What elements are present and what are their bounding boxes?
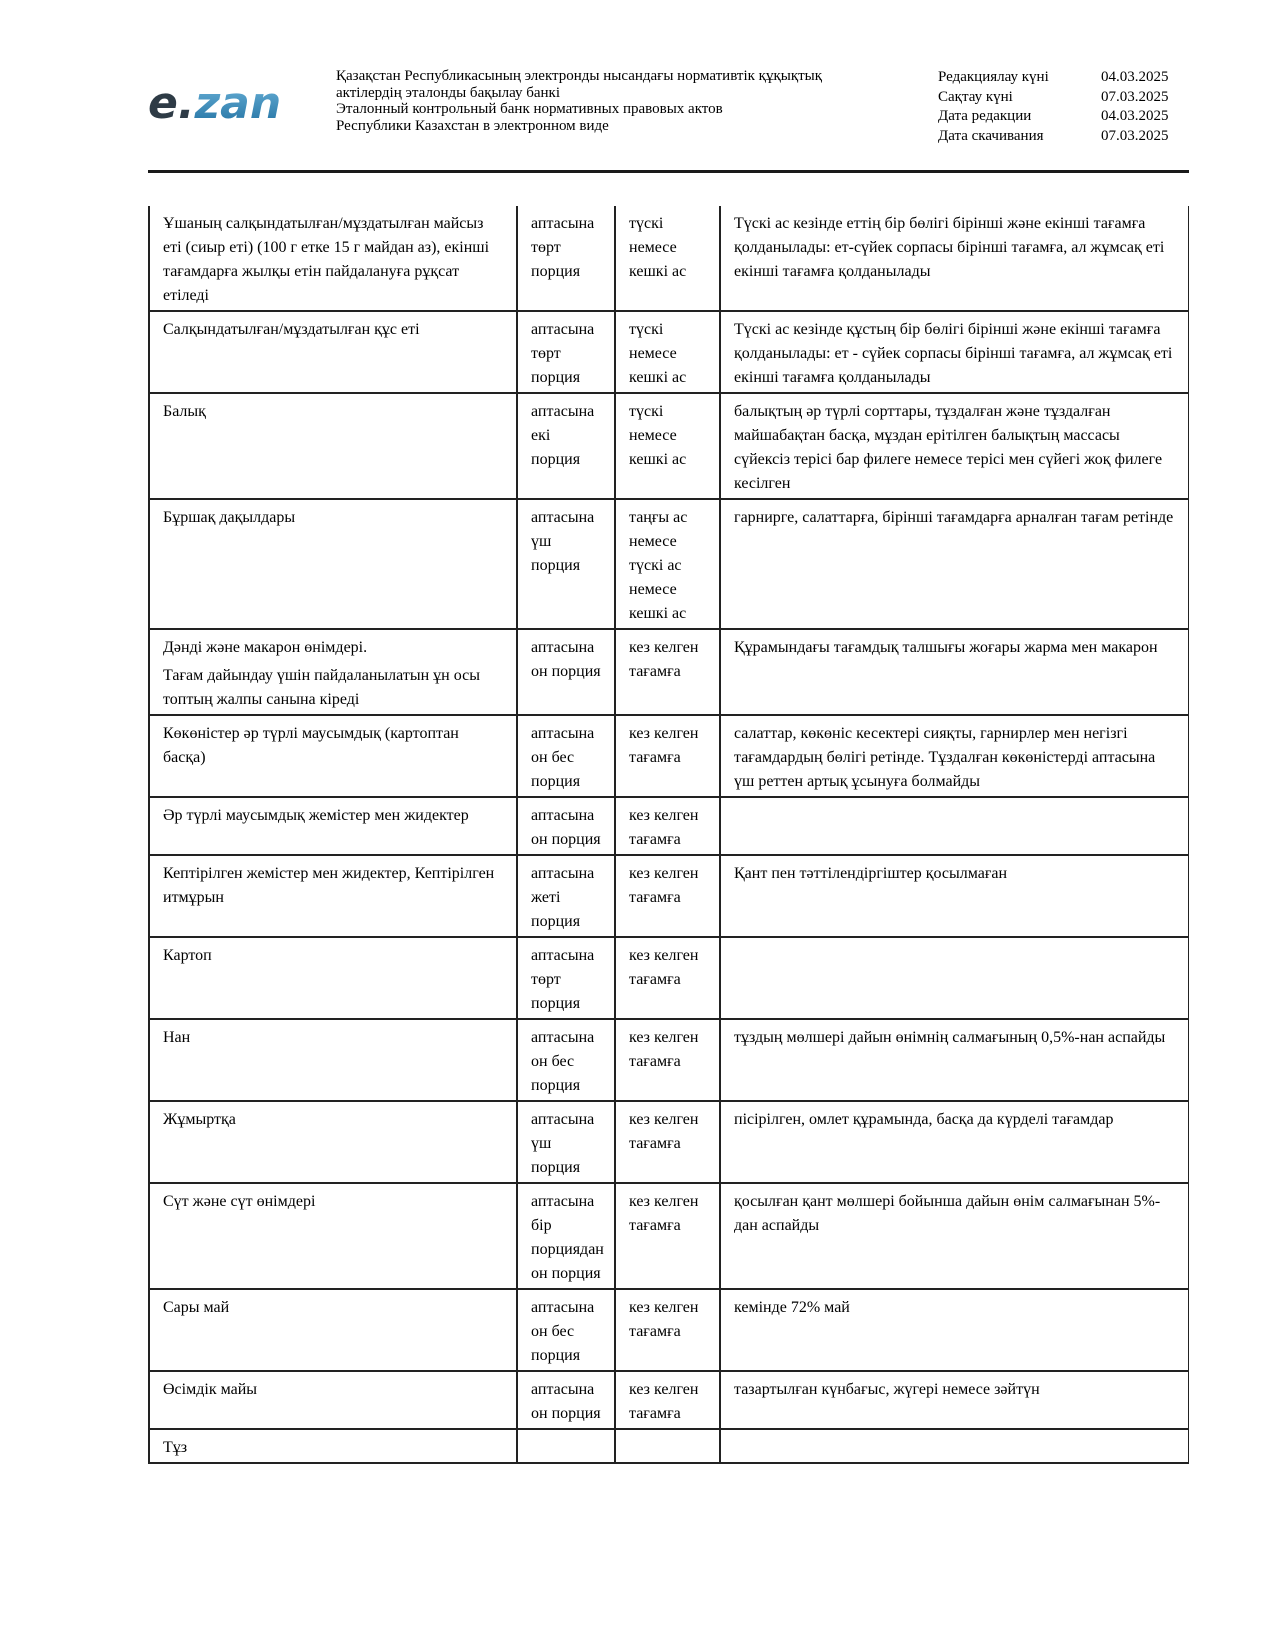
meta-label: Редакциялау күні	[938, 69, 1049, 85]
meal-cell: кез келген тағамға	[615, 715, 720, 797]
product-name: Кептірілген жемістер мен жидектер, Кептірілген итмұрын	[163, 865, 495, 906]
note-cell: пісірілген, омлет құрамында, басқа да күрделі тағамдар	[720, 1101, 1189, 1183]
meal-cell: кез келген тағамға	[615, 1289, 720, 1371]
product-cell	[149, 715, 517, 797]
header-title-line: Эталонный контрольный банк нормативных правовых актов	[336, 101, 723, 117]
product-name: Жұмыртқа	[163, 1111, 236, 1128]
product-name: Сүт және сүт өнімдері	[163, 1193, 316, 1210]
frequency-cell: аптасына он бес порция	[517, 1019, 615, 1101]
product-cell	[149, 1429, 517, 1463]
meal-cell: түскі немесе кешкі ас	[615, 393, 720, 499]
table-row	[149, 1289, 1189, 1371]
meta-row	[938, 88, 1188, 108]
meal-cell: кез келген тағамға	[615, 797, 720, 855]
meta-label: Дата скачивания	[938, 127, 1044, 144]
frequency-cell: аптасына екі порция	[517, 393, 615, 499]
table-body	[149, 206, 1189, 1463]
header-title-line: актілердің эталонды бақылау банкі	[336, 84, 560, 101]
table-row	[149, 1101, 1189, 1183]
note-cell: Түскі ас кезінде құстың бір бөлігі бірінші және екінші тағамға қолданылады: ет - сүйек сорпасы бірінші тағамға, ал жұмсақ еті екінші тағамға қолданылады	[720, 311, 1189, 393]
header-title	[336, 68, 896, 134]
product-cell	[149, 206, 517, 311]
table-row	[149, 311, 1189, 393]
product-name: Дәнді және макарон өнімдері.	[163, 639, 368, 656]
meta-value: 04.03.2025	[1101, 69, 1169, 85]
meal-cell: түскі немесе кешкі ас	[615, 311, 720, 393]
product-cell	[149, 1019, 517, 1101]
frequency-cell: аптасына үш порция	[517, 1101, 615, 1183]
meal-cell: кез келген тағамға	[615, 1371, 720, 1429]
svg-text:e.zan: e.zan	[148, 78, 282, 128]
product-cell	[149, 629, 517, 715]
frequency-cell: аптасына төрт порция	[517, 206, 615, 311]
ezan-logo	[148, 78, 298, 128]
meal-cell: кез келген тағамға	[615, 629, 720, 715]
product-name: Ұшаның салқындатылған/мұздатылған майсыз еті (сиыр еті) (100 г етке 15 г майдан аз), екінші тағамдарға жылқы етін пайдалануға рұқсат етіледі	[163, 215, 490, 304]
meta-row	[938, 127, 1188, 147]
table-row	[149, 1183, 1189, 1289]
frequency-cell: аптасына он порция	[517, 797, 615, 855]
product-cell	[149, 937, 517, 1019]
meal-cell: кез келген тағамға	[615, 1183, 720, 1289]
note-cell: тұздың мөлшері дайын өнімнің салмағының 0,5%-нан аспайды	[720, 1019, 1189, 1101]
note-cell: қосылған қант мөлшері бойынша дайын өнім салмағынан 5%-дан аспайды	[720, 1183, 1189, 1289]
note-cell: кемінде 72% май	[720, 1289, 1189, 1371]
nutrition-table	[148, 206, 1189, 1464]
table-row	[149, 1019, 1189, 1101]
note-cell: гарнирге, салаттарға, бірінші тағамдарға арналған тағам ретінде	[720, 499, 1189, 629]
frequency-cell: аптасына он бес порция	[517, 715, 615, 797]
header-dates	[938, 68, 1188, 146]
table-row	[149, 937, 1189, 1019]
meal-cell: кез келген тағамға	[615, 937, 720, 1019]
table-row	[149, 499, 1189, 629]
meta-value: 07.03.2025	[1101, 127, 1169, 144]
document-header	[148, 60, 1188, 172]
header-title-line: Республики Казахстан в электронном виде	[336, 117, 609, 134]
note-cell: салаттар, көкөніс кесектері сияқты, гарнирлер мен негізгі тағамдардың бөлігі ретінде. Тұздалған көкөністерді аптасына үш реттен артық ұсынуға болмайды	[720, 715, 1189, 797]
frequency-cell: аптасына бір порциядан он порция	[517, 1183, 615, 1289]
meta-row	[938, 68, 1188, 88]
meta-label: Сақтау күні	[938, 88, 1013, 105]
note-cell: тазартылған күнбағыс, жүгері немесе зәйтүн	[720, 1371, 1189, 1429]
product-name: Сары май	[163, 1299, 230, 1316]
note-cell: Құрамындағы тағамдық талшығы жоғары жарма мен макарон	[720, 629, 1189, 715]
product-cell	[149, 855, 517, 937]
product-name: Салқындатылған/мұздатылған құс еті	[163, 321, 420, 338]
table-row	[149, 1371, 1189, 1429]
note-cell	[720, 937, 1189, 1019]
meta-value: 04.03.2025	[1101, 108, 1169, 124]
meal-cell: кез келген тағамға	[615, 1019, 720, 1101]
product-cell	[149, 311, 517, 393]
header-divider	[148, 170, 1189, 173]
table-row	[149, 629, 1189, 715]
product-name: Көкөністер әр түрлі маусымдық (картоптан басқа)	[163, 725, 459, 766]
product-cell	[149, 1183, 517, 1289]
meta-label: Дата редакции	[938, 108, 1032, 124]
frequency-cell: аптасына жеті порция	[517, 855, 615, 937]
product-name: Бұршақ дақылдары	[163, 509, 296, 526]
product-name: Балық	[163, 403, 206, 420]
frequency-cell: аптасына он бес порция	[517, 1289, 615, 1371]
table-row	[149, 393, 1189, 499]
table-row	[149, 797, 1189, 855]
product-name: Нан	[163, 1029, 191, 1046]
product-cell	[149, 393, 517, 499]
product-cell	[149, 1371, 517, 1429]
product-cell	[149, 1101, 517, 1183]
meta-value: 07.03.2025	[1101, 88, 1169, 105]
product-name: Картоп	[163, 947, 212, 964]
product-name: Әр түрлі маусымдық жемістер мен жидектер	[163, 807, 469, 824]
product-name: Өсімдік майы	[163, 1381, 258, 1398]
meal-cell	[615, 1429, 720, 1463]
product-name: Тағам дайындау үшін пайдаланылатын ұн осы топтың жалпы санына кіреді	[163, 667, 480, 708]
meal-cell: кез келген тағамға	[615, 855, 720, 937]
table-row	[149, 855, 1189, 937]
table-row	[149, 1429, 1189, 1463]
note-cell	[720, 797, 1189, 855]
nutrition-table-container	[148, 206, 1189, 1650]
note-cell: Түскі ас кезінде еттің бір бөлігі бірінші және екінші тағамға қолданылады: ет-сүйек сорпасы бірінші тағамға, ал жұмсақ еті екінші тағамға қолданылады	[720, 206, 1189, 311]
frequency-cell: аптасына үш порция	[517, 499, 615, 629]
product-name: Тұз	[163, 1439, 188, 1456]
note-cell	[720, 1429, 1189, 1463]
meal-cell: кез келген тағамға	[615, 1101, 720, 1183]
frequency-cell: аптасына төрт порция	[517, 311, 615, 393]
product-cell	[149, 499, 517, 629]
meta-row	[938, 107, 1188, 127]
note-cell: балықтың әр түрлі сорттары, тұздалған және тұздалған майшабақтан басқа, мұздан ерітілген балықтың массасы сүйексіз терісі бар филеге немесе терісі мен сүйегі жоқ филеге кесілген	[720, 393, 1189, 499]
frequency-cell: аптасына он порция	[517, 1371, 615, 1429]
frequency-cell: аптасына төрт порция	[517, 937, 615, 1019]
table-row	[149, 715, 1189, 797]
frequency-cell	[517, 1429, 615, 1463]
product-cell	[149, 797, 517, 855]
meal-cell: түскі немесе кешкі ас	[615, 206, 720, 311]
meal-cell: таңғы ас немесе түскі ас немесе кешкі ас	[615, 499, 720, 629]
frequency-cell: аптасына он порция	[517, 629, 615, 715]
product-cell	[149, 1289, 517, 1371]
note-cell: Қант пен тәттілендіргіштер қосылмаған	[720, 855, 1189, 937]
header-title-line: Қазақстан Республикасының электронды нысандағы нормативтік құқықтық	[336, 68, 823, 84]
table-row	[149, 206, 1189, 311]
